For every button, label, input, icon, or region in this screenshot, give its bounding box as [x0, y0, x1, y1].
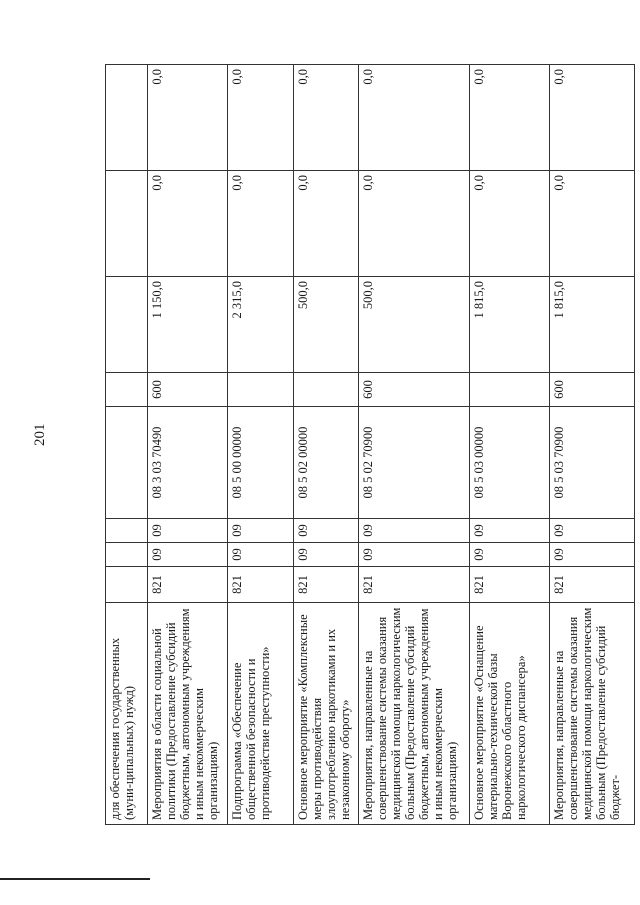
cell-value-2: 0,0	[293, 171, 358, 277]
cell-value-1: 1 815,0	[469, 277, 549, 373]
cell-pr: 09	[147, 519, 227, 543]
cell-value-3: 0,0	[359, 65, 470, 171]
cell-value-2: 0,0	[359, 171, 470, 277]
cell-vr	[469, 373, 549, 407]
cell-csr: 08 5 00 00000	[228, 407, 293, 519]
cell-grbs: 821	[550, 567, 635, 603]
cell-grbs: 821	[469, 567, 549, 603]
cell-pr: 09	[550, 519, 635, 543]
table-row	[293, 65, 358, 825]
cell-value-1	[106, 277, 148, 373]
cell-csr: 08 5 02 70900	[359, 407, 470, 519]
cell-rz: 09	[147, 543, 227, 567]
table-row	[147, 65, 227, 825]
table-row	[469, 65, 549, 825]
cell-value-2: 0,0	[550, 171, 635, 277]
cell-rz: 09	[550, 543, 635, 567]
cell-name: для обеспечения государственных (муни-ципальных) нужд)	[106, 603, 148, 825]
cell-value-2: 0,0	[469, 171, 549, 277]
rotated-table-container	[105, 65, 635, 825]
cell-pr: 09	[293, 519, 358, 543]
budget-table	[105, 64, 635, 825]
cell-pr: 09	[469, 519, 549, 543]
cell-vr	[228, 373, 293, 407]
cell-csr	[106, 407, 148, 519]
cell-value-3: 0,0	[550, 65, 635, 171]
cell-grbs	[106, 567, 148, 603]
cell-value-3: 0,0	[228, 65, 293, 171]
cell-grbs: 821	[147, 567, 227, 603]
cell-csr: 08 3 03 70490	[147, 407, 227, 519]
cell-rz: 09	[359, 543, 470, 567]
cell-name: Основное мероприятие «Оснащение материально-технической базы Воронежского областного наркологического диспансера»	[469, 603, 549, 825]
cell-value-2: 0,0	[228, 171, 293, 277]
cell-name: Мероприятия, направленные на совершенствование системы оказания медицинской помощи наркологическим больным (Предоставление субсидий бюджет-	[550, 603, 635, 825]
table-row	[228, 65, 293, 825]
cell-value-1: 500,0	[359, 277, 470, 373]
cell-value-1: 1 815,0	[550, 277, 635, 373]
cell-grbs: 821	[359, 567, 470, 603]
cell-name: Подпрограмма «Обеспечение общественной безопасности и противодействие преступности»	[228, 603, 293, 825]
cell-vr: 600	[550, 373, 635, 407]
table-row	[550, 65, 635, 825]
cell-name: Основное мероприятие «Комплексные меры противодействия злоупотреблению наркотиками и их незаконному обороту»	[293, 603, 358, 825]
cell-value-3: 0,0	[469, 65, 549, 171]
cell-value-1: 1 150,0	[147, 277, 227, 373]
cell-vr	[293, 373, 358, 407]
cell-rz: 09	[469, 543, 549, 567]
cell-pr: 09	[359, 519, 470, 543]
cell-rz: 09	[228, 543, 293, 567]
cell-csr: 08 5 02 00000	[293, 407, 358, 519]
cell-grbs: 821	[293, 567, 358, 603]
cell-rz	[106, 543, 148, 567]
table-row	[106, 65, 148, 825]
cell-value-1: 2 315,0	[228, 277, 293, 373]
cell-value-3: 0,0	[293, 65, 358, 171]
cell-csr: 08 5 03 70900	[550, 407, 635, 519]
cell-grbs: 821	[228, 567, 293, 603]
cell-vr: 600	[147, 373, 227, 407]
cell-csr: 08 5 03 00000	[469, 407, 549, 519]
cell-vr: 600	[359, 373, 470, 407]
table-row	[359, 65, 470, 825]
page-number: 201	[32, 423, 48, 446]
cell-name: Мероприятия в области социальной политики (Предоставление субсидий бюджетным, автономным учреждениям и иным некоммерческим организациям)	[147, 603, 227, 825]
cell-value-1: 500,0	[293, 277, 358, 373]
cell-pr: 09	[228, 519, 293, 543]
cell-vr	[106, 373, 148, 407]
footer-rule	[0, 878, 150, 880]
cell-value-2	[106, 171, 148, 277]
cell-value-3	[106, 65, 148, 171]
cell-pr	[106, 519, 148, 543]
cell-name: Мероприятия, направленные на совершенствование системы оказания медицинской помощи наркологическим больным (Предоставление субсидий бюджетным, автономным учреждениям и иным некоммерческим организациям)	[359, 603, 470, 825]
cell-value-3: 0,0	[147, 65, 227, 171]
cell-rz: 09	[293, 543, 358, 567]
cell-value-2: 0,0	[147, 171, 227, 277]
